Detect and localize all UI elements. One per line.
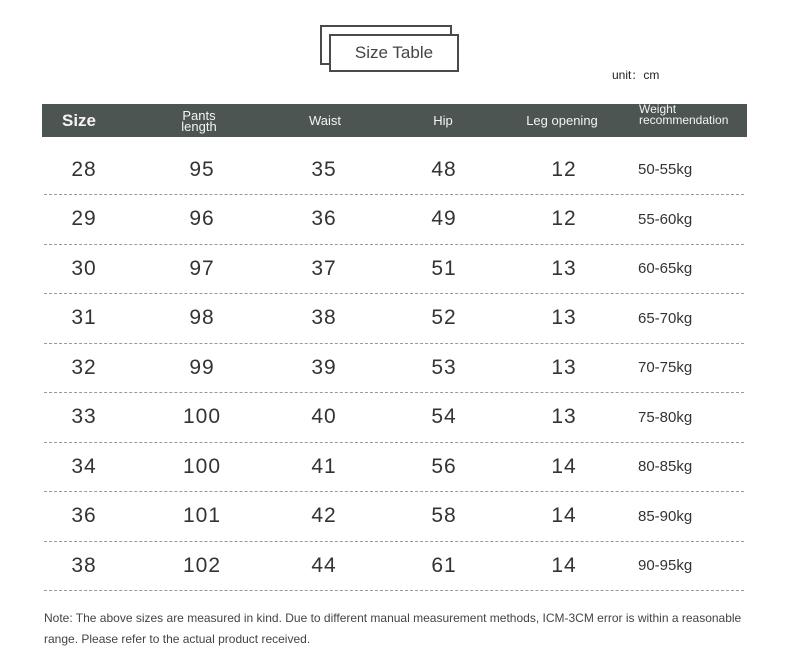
cell-leg-opening: 13 bbox=[551, 355, 577, 379]
cell-leg-opening: 12 bbox=[551, 207, 577, 230]
cell-pants-length: 98 bbox=[189, 306, 215, 329]
cell-size: 34 bbox=[71, 454, 97, 478]
cell-leg-opening: 12 bbox=[551, 157, 577, 181]
cell-pants-length: 102 bbox=[182, 553, 222, 577]
cell-waist: 42 bbox=[311, 504, 337, 527]
header-weight-recommendation: Weight recommendation bbox=[639, 102, 729, 127]
table-header bbox=[42, 104, 747, 137]
table-row bbox=[44, 244, 744, 294]
table-row bbox=[44, 343, 744, 393]
cell-size: 31 bbox=[71, 306, 97, 329]
cell-size: 29 bbox=[71, 207, 97, 230]
cell-waist: 44 bbox=[311, 553, 337, 577]
cell-pants-length: 100 bbox=[182, 405, 222, 428]
cell-size: 30 bbox=[71, 256, 97, 280]
table-row bbox=[44, 195, 744, 245]
cell-waist: 35 bbox=[311, 157, 337, 181]
cell-weight: 65-70kg bbox=[638, 309, 693, 327]
cell-hip: 52 bbox=[431, 306, 457, 329]
header-hip: Hip bbox=[433, 113, 453, 128]
cell-hip: 56 bbox=[431, 454, 457, 478]
cell-size: 36 bbox=[71, 504, 97, 527]
cell-hip: 61 bbox=[431, 553, 457, 577]
cell-hip: 54 bbox=[431, 405, 457, 428]
cell-hip: 53 bbox=[431, 355, 457, 379]
cell-leg-opening: 14 bbox=[551, 454, 577, 478]
cell-weight: 85-90kg bbox=[638, 507, 693, 525]
table-row bbox=[44, 393, 744, 443]
cell-leg-opening: 13 bbox=[551, 306, 577, 329]
cell-pants-length: 95 bbox=[189, 157, 215, 181]
cell-size: 38 bbox=[71, 553, 97, 577]
cell-pants-length: 100 bbox=[182, 454, 222, 478]
cell-weight: 60-65kg bbox=[638, 260, 693, 277]
cell-pants-length: 96 bbox=[189, 207, 215, 230]
cell-hip: 48 bbox=[431, 157, 457, 181]
header-waist: Waist bbox=[308, 113, 342, 128]
cell-weight: 50-55kg bbox=[638, 161, 693, 178]
header-size: Size bbox=[62, 111, 97, 130]
cell-size: 28 bbox=[71, 157, 97, 181]
cell-waist: 36 bbox=[311, 207, 337, 230]
page-title: Size Table bbox=[329, 34, 459, 72]
cell-leg-opening: 13 bbox=[551, 256, 577, 280]
cell-pants-length: 101 bbox=[182, 504, 222, 527]
table-row bbox=[44, 294, 744, 344]
table-row bbox=[44, 442, 744, 492]
note-text: Note: The above sizes are measured in kind. Due to different manual measurement methods, ICM-3CM error is within a reasonable range. Please refer to the actual product received. bbox=[44, 611, 742, 646]
cell-pants-length: 99 bbox=[189, 355, 215, 379]
cell-pants-length: 97 bbox=[189, 256, 215, 280]
cell-waist: 39 bbox=[311, 355, 337, 379]
cell-hip: 58 bbox=[431, 504, 457, 527]
cell-weight: 75-80kg bbox=[638, 408, 693, 426]
cell-weight: 55-60kg bbox=[638, 210, 693, 228]
title-box bbox=[320, 25, 460, 75]
cell-weight: 70-75kg bbox=[638, 359, 693, 376]
cell-hip: 49 bbox=[431, 207, 457, 230]
cell-leg-opening: 14 bbox=[551, 504, 577, 527]
cell-weight: 90-95kg bbox=[638, 557, 693, 574]
table-row bbox=[44, 492, 744, 542]
table-row bbox=[44, 145, 744, 195]
table-row bbox=[44, 541, 744, 591]
cell-waist: 37 bbox=[311, 256, 337, 280]
cell-waist: 38 bbox=[311, 306, 337, 329]
header-leg-opening: Leg opening bbox=[526, 113, 598, 128]
cell-leg-opening: 13 bbox=[551, 405, 577, 428]
unit-label: unit：cm bbox=[612, 68, 660, 82]
cell-hip: 51 bbox=[431, 256, 457, 280]
cell-weight: 80-85kg bbox=[638, 458, 693, 475]
cell-size: 32 bbox=[71, 355, 97, 379]
header-pants-length: Pants length bbox=[181, 107, 217, 134]
cell-waist: 40 bbox=[311, 405, 337, 428]
cell-size: 33 bbox=[71, 405, 97, 428]
cell-waist: 41 bbox=[311, 454, 337, 478]
cell-leg-opening: 14 bbox=[551, 553, 577, 577]
